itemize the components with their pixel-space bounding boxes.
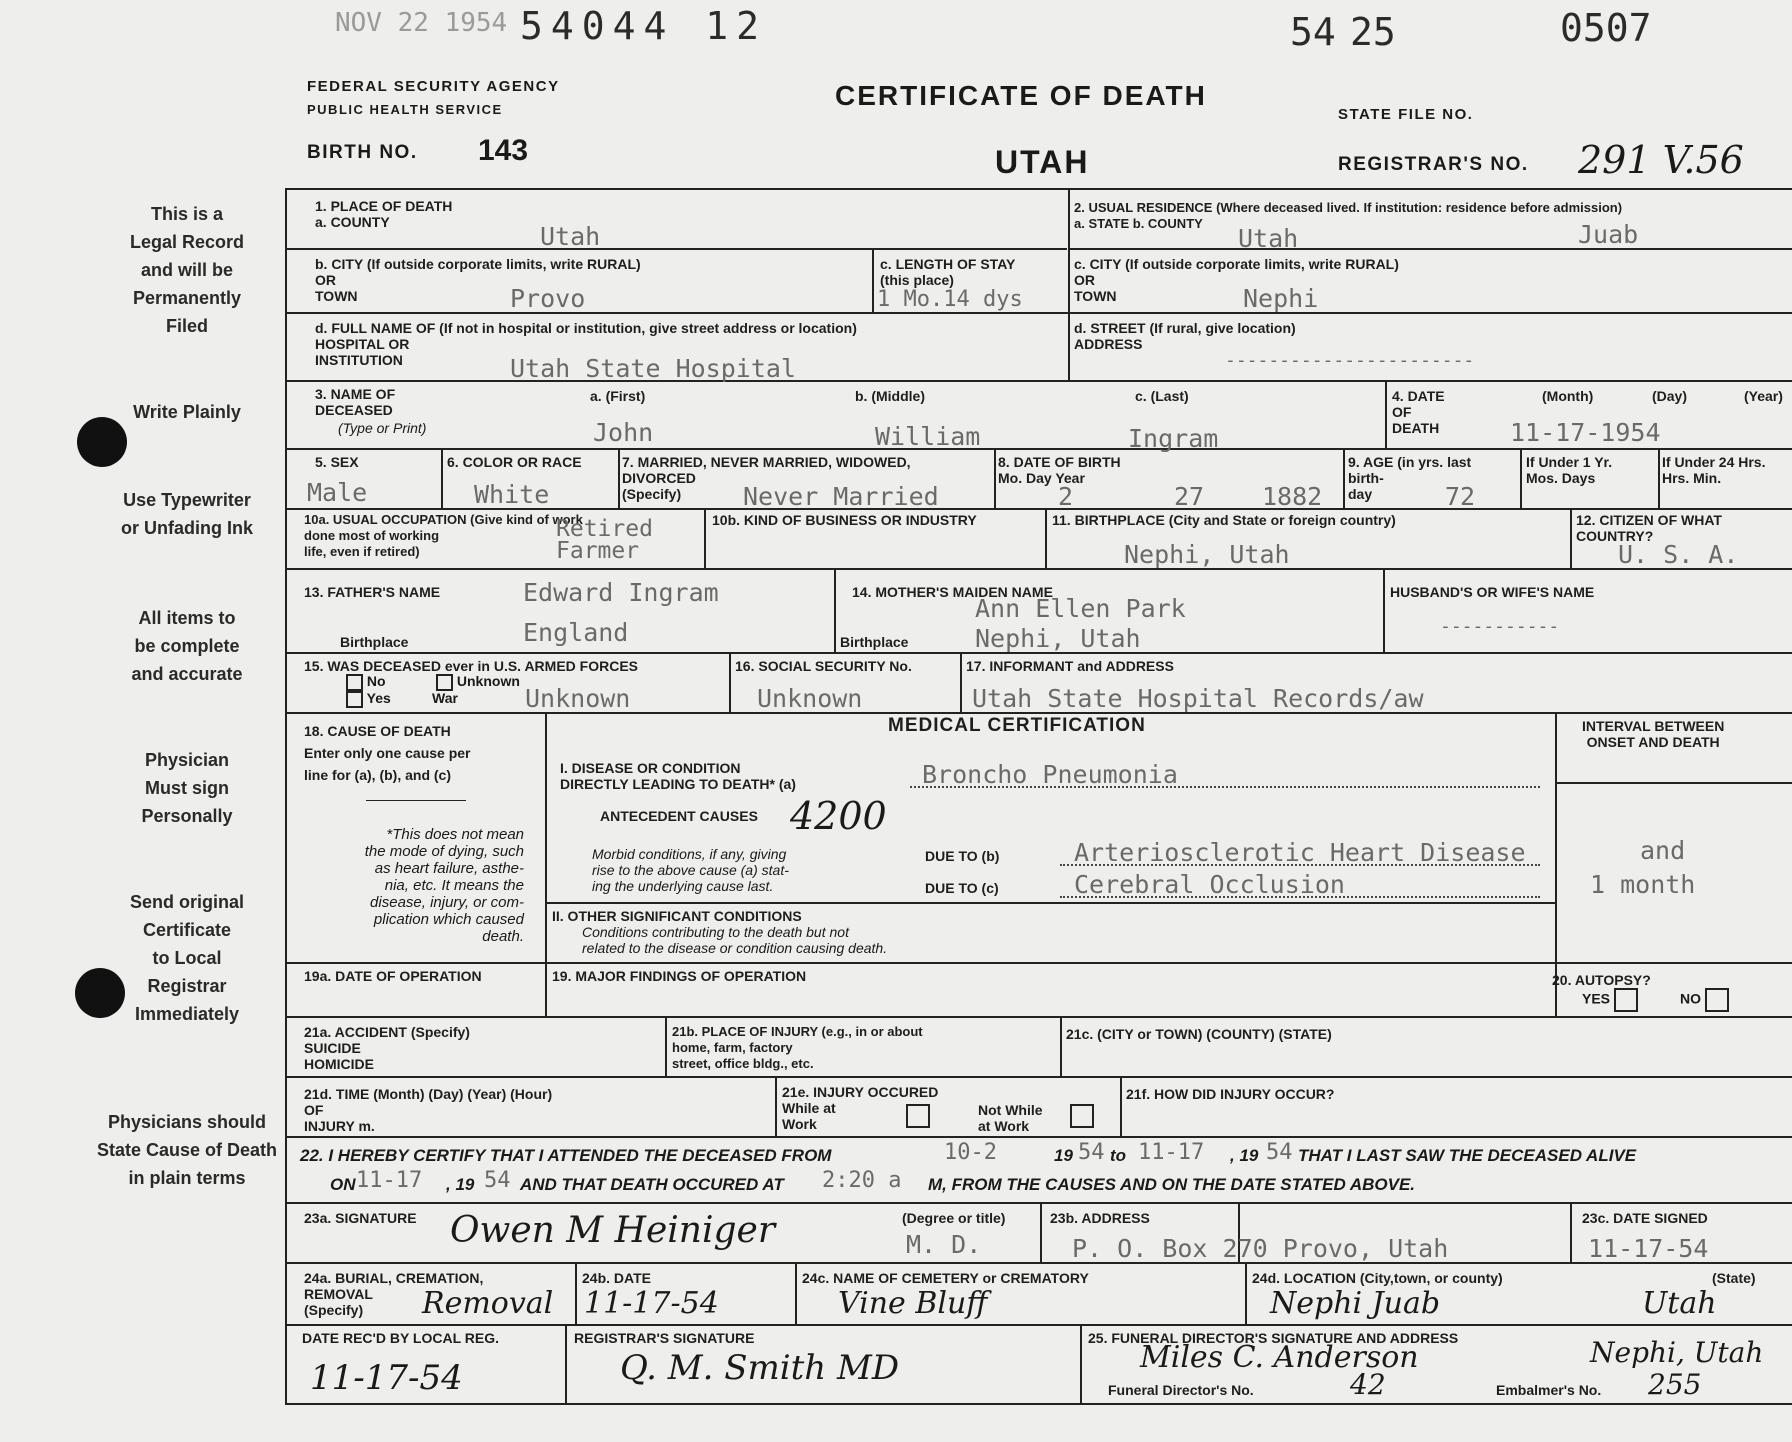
sidebar-write-plainly: Write Plainly	[133, 402, 241, 422]
spouse-label: HUSBAND'S OR WIFE'S NAME	[1390, 584, 1595, 600]
funeral-director-address: Nephi, Utah	[1590, 1336, 1764, 1369]
street-address-value: -----------------------	[1225, 350, 1475, 371]
physician-address-value: P. O. Box 270 Provo, Utah	[1072, 1234, 1449, 1263]
birth-day-value: 27	[1174, 482, 1205, 511]
armed-no-option[interactable]: No	[346, 673, 386, 691]
last-name-label: c. (Last)	[1135, 388, 1189, 404]
punch-hole-bottom	[75, 968, 125, 1018]
document-title: CERTIFICATE OF DEATH	[835, 80, 1207, 111]
field-1-label: 1. PLACE OF DEATH a. COUNTY	[315, 198, 453, 230]
last-name-value: Ingram	[1128, 424, 1219, 453]
war-label: War	[432, 690, 458, 706]
cause-code: 4200	[790, 794, 887, 838]
cause-a-value: Broncho Pneumonia	[922, 760, 1178, 789]
field-21e-label: 21e. INJURY OCCURED While at Work	[782, 1084, 939, 1132]
month-label: (Month)	[1542, 388, 1594, 404]
armed-yes-option[interactable]: Yes	[346, 690, 391, 708]
field-6-label: 6. COLOR OR RACE	[447, 454, 582, 470]
field-24c-label: 24c. NAME OF CEMETERY or CREMATORY	[802, 1270, 1089, 1286]
death-time-value: 2:20 a	[822, 1168, 902, 1193]
father-name-value: Edward Ingram	[523, 578, 719, 607]
agency-name: FEDERAL SECURITY AGENCY	[307, 78, 560, 95]
spouse-value: -----------	[1440, 616, 1560, 637]
certify-statement-3: AND THAT DEATH OCCURED AT	[520, 1175, 784, 1194]
mother-name-value: Ann Ellen Park	[975, 594, 1186, 623]
state-title: UTAH	[995, 144, 1090, 180]
code-number-1: 54	[1290, 10, 1336, 54]
state-label: (State)	[1712, 1270, 1756, 1286]
informant-value: Utah State Hospital Records/aw	[972, 684, 1424, 713]
field-13-label: 13. FATHER'S NAME	[304, 584, 441, 600]
field-2d-label: d. STREET (If rural, give location) ADDRESS	[1074, 320, 1296, 352]
field-2c-label: c. CITY (If outside corporate limits, write RURAL) OR TOWN	[1074, 256, 1399, 304]
field-3-type-note: (Type or Print)	[338, 420, 427, 436]
birth-no-label: BIRTH NO.	[307, 142, 418, 163]
armed-unknown-option[interactable]: Unknown	[436, 673, 520, 691]
field-24b-label: 24b. DATE	[582, 1270, 651, 1286]
field-23a-label: 23a. SIGNATURE	[304, 1210, 417, 1226]
residence-county-value: Juab	[1578, 220, 1639, 249]
funeral-director-no: 42	[1350, 1368, 1386, 1401]
field-23c-label: 23c. DATE SIGNED	[1582, 1210, 1708, 1226]
city-value: Provo	[510, 284, 586, 313]
ssn-value: Unknown	[757, 684, 863, 713]
degree-value: M. D.	[906, 1230, 982, 1259]
field-15-label: 15. WAS DECEASED ever in U.S. ARMED FORCES	[304, 658, 638, 674]
field-17-label: 17. INFORMANT and ADDRESS	[966, 658, 1174, 674]
father-birthplace-value: England	[523, 618, 629, 647]
birth-month-value: 2	[1058, 482, 1074, 511]
disposition-value: Removal	[422, 1286, 554, 1321]
county-value: Utah	[540, 222, 601, 251]
length-of-stay-value: 1 Mo.14 dys	[877, 287, 1023, 312]
registrar-signature: Q. M. Smith MD	[620, 1348, 900, 1388]
certify-on-label: ON	[330, 1175, 356, 1194]
field-25-label: 25. FUNERAL DIRECTOR'S SIGNATURE AND ADDRESS	[1088, 1330, 1459, 1346]
field-5-label: 5. SEX	[315, 454, 359, 470]
sidebar-plain-terms: Physicians should State Cause of Death in plain terms	[96, 1112, 278, 1188]
morbid-conditions-note: Morbid conditions, if any, giving rise to the above cause (a) stat- ing the underlying cause last.	[592, 846, 789, 894]
birthplace-value: Nephi, Utah	[1124, 540, 1290, 569]
field-24d-label: 24d. LOCATION (City,town, or county)	[1252, 1270, 1503, 1286]
interval-value-1: and	[1640, 836, 1686, 865]
armed-forces-value: Unknown	[525, 684, 631, 713]
field-19a-label: 19a. DATE OF OPERATION	[304, 968, 482, 984]
field-9-label: 9. AGE (in yrs. last birth- day	[1348, 454, 1472, 502]
registrar-no: 291 V.56	[1578, 138, 1744, 182]
certify-statement-1: 22. I HEREBY CERTIFY THAT I ATTENDED THE DECEASED FROM	[300, 1146, 832, 1165]
field-24a-label: 24a. BURIAL, CREMATION, REMOVAL (Specify)	[304, 1270, 484, 1318]
field-10a-label: 10a. USUAL OCCUPATION (Give kind of work done most of working life, even if retired)	[304, 512, 583, 559]
field-14-label: 14. MOTHER'S MAIDEN NAME	[852, 584, 1053, 600]
last-seen-value: 11-17	[356, 1168, 423, 1193]
state-file-label: STATE FILE NO.	[1338, 106, 1474, 123]
day-label: (Day)	[1652, 388, 1688, 404]
occupation-value: Retired Farmer	[556, 516, 653, 564]
father-birthplace-label: Birthplace	[340, 634, 409, 650]
sidebar-legal-record: This is a Legal Record and will be Permanently Filed	[129, 204, 245, 336]
field-16-label: 16. SOCIAL SECURITY No.	[735, 658, 912, 674]
burial-location-value: Nephi Juab	[1270, 1286, 1441, 1321]
date-received-label: DATE REC'D BY LOCAL REG.	[302, 1330, 500, 1346]
field-19-label: 19. MAJOR FINDINGS OF OPERATION	[552, 968, 807, 984]
first-name-label: a. (First)	[590, 388, 646, 404]
physician-signature: Owen M Heiniger	[450, 1210, 776, 1251]
residence-city-value: Nephi	[1243, 284, 1319, 313]
field-2-label: 2. USUAL RESIDENCE (Where deceased lived. If institution: residence before admission) a. STATE b. COUNTY	[1074, 200, 1623, 231]
cemetery-value: Vine Bluff	[838, 1286, 988, 1321]
field-7-label: 7. MARRIED, NEVER MARRIED, WIDOWED, DIVORCED (Specify)	[622, 454, 911, 502]
not-while-at-work-checkbox[interactable]	[1070, 1104, 1094, 1128]
field-11-label: 11. BIRTHPLACE (City and State or foreign country)	[1052, 512, 1396, 528]
embalmer-no: 255	[1648, 1368, 1702, 1401]
certificate-number: 54044 12	[520, 4, 768, 48]
field-12-label: 12. CITIZEN OF WHAT COUNTRY?	[1576, 512, 1722, 544]
certify-statement-4: M, FROM THE CAUSES AND ON THE DATE STATED ABOVE.	[928, 1175, 1416, 1194]
residence-state-value: Utah	[1238, 224, 1299, 253]
field-21a-label: 21a. ACCIDENT (Specify) SUICIDE HOMICIDE	[304, 1024, 470, 1072]
sidebar-send-original: Send original Certificate to Local Registrar Immediately	[129, 892, 244, 1024]
field-21b-label: 21b. PLACE OF INJURY (e.g., in or about home, farm, factory street, office bldg., etc.	[672, 1024, 923, 1071]
field-8-label: 8. DATE OF BIRTH Mo. Day Year	[998, 454, 1121, 486]
hospital-value: Utah State Hospital	[510, 354, 796, 383]
autopsy-no-option[interactable]: NO	[1680, 988, 1729, 1012]
field-1b-label: b. CITY (If outside corporate limits, write RURAL) OR TOWN	[315, 256, 641, 304]
field-21f-label: 21f. HOW DID INJURY OCCUR?	[1126, 1086, 1335, 1102]
field-21d-label: 21d. TIME (Month) (Day) (Year) (Hour) OF INJURY m.	[304, 1086, 553, 1134]
birth-no: 143	[478, 134, 529, 167]
under-1-yr-label: If Under 1 Yr. Mos. Days	[1526, 454, 1613, 486]
attended-from-year: 54	[1078, 1140, 1105, 1165]
due-to-c-label: DUE TO (c)	[925, 880, 999, 896]
field-20-label: 20. AUTOPSY?	[1552, 972, 1651, 988]
mother-birthplace-value: Nephi, Utah	[975, 624, 1141, 653]
code-number-2: 25	[1350, 10, 1396, 54]
first-name-value: John	[593, 418, 654, 447]
date-stamp: NOV 22 1954	[335, 8, 508, 38]
code-number-3: 0507	[1560, 6, 1652, 50]
field-21c-label: 21c. (CITY or TOWN) (COUNTY) (STATE)	[1066, 1026, 1332, 1042]
field-23b-label: 23b. ADDRESS	[1050, 1210, 1150, 1226]
burial-date-value: 11-17-54	[584, 1286, 719, 1321]
funeral-director-signature: Miles C. Anderson	[1140, 1340, 1419, 1375]
attended-to-value: 11-17	[1138, 1140, 1205, 1165]
interval-value-2: 1 month	[1590, 870, 1696, 899]
under-24-hrs-label: If Under 24 Hrs. Hrs. Min.	[1662, 454, 1766, 486]
field-1d-label: d. FULL NAME OF (If not in hospital or institution, give street address or location) HOSPITAL OR INSTITUTION	[315, 320, 857, 368]
date-signed-value: 11-17-54	[1588, 1234, 1709, 1263]
age-value: 72	[1445, 482, 1476, 511]
medical-certification-title: MEDICAL CERTIFICATION	[888, 715, 1146, 736]
while-at-work-checkbox[interactable]	[906, 1104, 930, 1128]
punch-hole-top	[77, 417, 127, 467]
attended-to-year: 54	[1266, 1140, 1293, 1165]
last-seen-year: 54	[484, 1168, 511, 1193]
sidebar-complete: All items to be complete and accurate	[131, 608, 243, 684]
year-label: (Year)	[1744, 388, 1783, 404]
field-1c-label: c. LENGTH OF STAY (this place)	[880, 256, 1016, 288]
disease-condition-label: I. DISEASE OR CONDITION DIRECTLY LEADING TO DEATH* (a)	[560, 760, 796, 792]
sidebar-typewriter: Use Typewriter or Unfading Ink	[121, 490, 253, 538]
middle-name-value: William	[875, 422, 981, 451]
due-to-b-label: DUE TO (b)	[925, 848, 1000, 864]
other-conditions-note: Conditions contributing to the death but not related to the disease or condition causing death.	[582, 924, 888, 956]
sex-value: Male	[307, 478, 368, 507]
antecedent-label: ANTECEDENT CAUSES	[600, 808, 758, 824]
race-value: White	[474, 480, 550, 509]
field-3-label: 3. NAME OF DECEASED	[315, 386, 396, 418]
field-10b-label: 10b. KIND OF BUSINESS OR INDUSTRY	[712, 512, 977, 528]
autopsy-yes-option[interactable]: YES	[1582, 988, 1638, 1012]
other-conditions-label: II. OTHER SIGNIFICANT CONDITIONS	[552, 908, 802, 924]
citizen-value: U. S. A.	[1618, 540, 1739, 569]
middle-name-label: b. (Middle)	[855, 388, 925, 404]
funeral-director-no-label: Funeral Director's No.	[1108, 1382, 1254, 1398]
attended-from-value: 10-2	[944, 1140, 997, 1165]
registrar-no-label: REGISTRAR'S NO.	[1338, 154, 1529, 175]
not-while-at-work-label: Not While at Work	[978, 1102, 1043, 1134]
certify-statement-2: THAT I LAST SAW THE DECEASED ALIVE	[1298, 1146, 1637, 1165]
burial-state-value: Utah	[1642, 1286, 1717, 1321]
embalmer-no-label: Embalmer's No.	[1496, 1382, 1602, 1398]
registrar-signature-label: REGISTRAR'S SIGNATURE	[574, 1330, 755, 1346]
mother-birthplace-label: Birthplace	[840, 634, 909, 650]
cause-b-value: Arteriosclerotic Heart Disease	[1074, 838, 1526, 867]
field-18-label: 18. CAUSE OF DEATH Enter only one cause per line for (a), (b), and (c)	[304, 723, 471, 783]
service-name: PUBLIC HEALTH SERVICE	[307, 102, 503, 117]
cause-footnote: *This does not mean the mode of dying, such as heart failure, asthe- nia, etc. It means the disease, injury, or com- plication which caused death.	[364, 826, 524, 945]
sidebar-physician: Physician Must sign Personally	[141, 750, 233, 826]
marital-value: Never Married	[743, 482, 939, 511]
interval-label: INTERVAL BETWEEN ONSET AND DEATH	[1582, 718, 1725, 750]
degree-label: (Degree or title)	[902, 1210, 1006, 1226]
death-date-value: 11-17-1954	[1510, 418, 1661, 447]
birth-year-value: 1882	[1262, 482, 1323, 511]
cause-c-value: Cerebral Occlusion	[1074, 870, 1345, 899]
field-4-label: 4. DATE OF DEATH	[1392, 388, 1445, 436]
date-received-value: 11-17-54	[310, 1358, 463, 1398]
